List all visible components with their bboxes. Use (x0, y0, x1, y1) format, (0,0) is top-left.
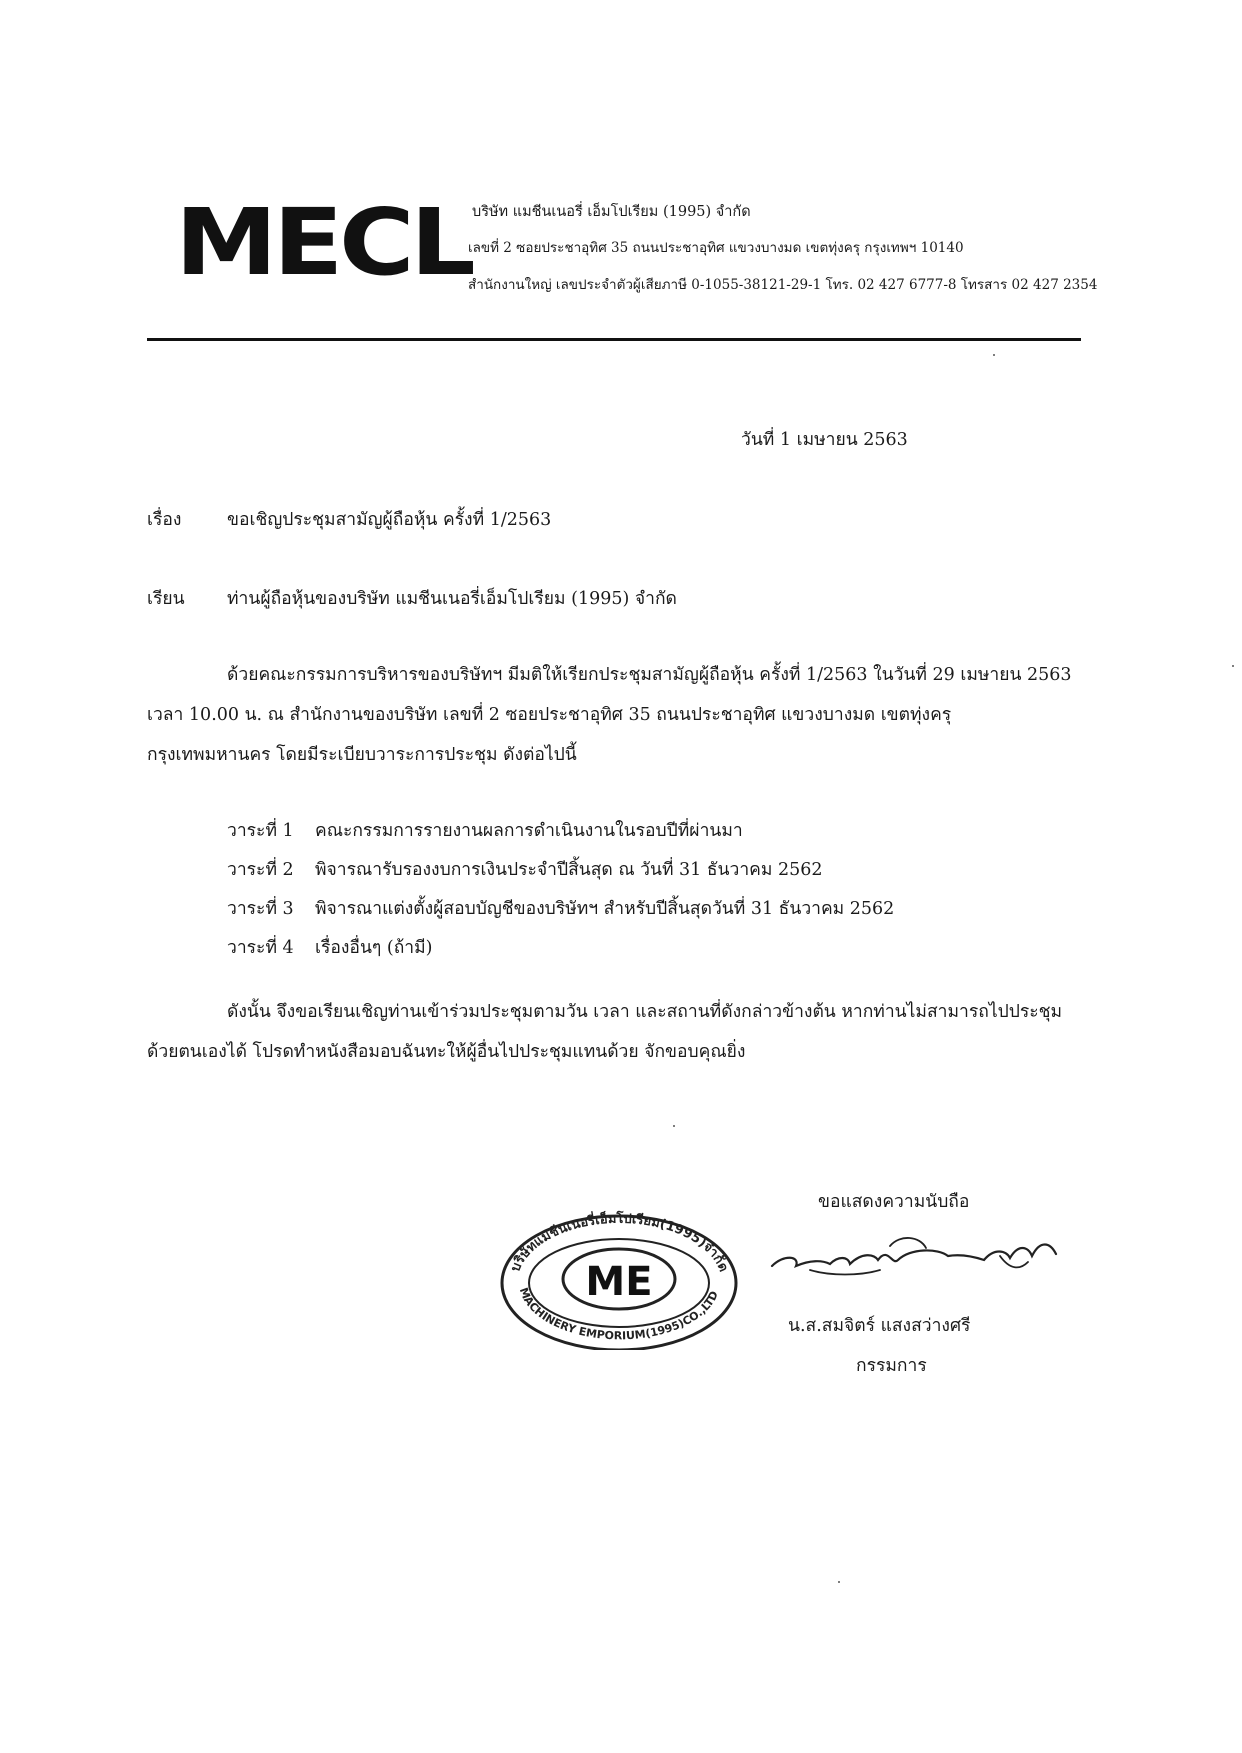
recipient-label: เรียน (147, 589, 185, 609)
signer-name: น.ส.สมจิตร์ แสงสว่างศรี (788, 1316, 971, 1336)
subject-label: เรื่อง (147, 510, 182, 530)
company-seal (497, 1205, 742, 1354)
scan-speck (838, 1581, 840, 1583)
agenda-item-label: วาระที่ 3 (227, 899, 294, 919)
subject-text: ขอเชิญประชุมสามัญผู้ถือหุ้น ครั้งที่ 1/2563 (227, 510, 552, 530)
head-office-info: สำนักงานใหญ่ เลขประจำตัวผู้เสียภาษี 0-1055-38121-29-1 โทร. 02 427 6777-8 โทรสาร 02 427 2354 (468, 277, 1098, 293)
agenda-item-label: วาระที่ 2 (227, 860, 294, 880)
intro-line: เวลา 10.00 น. ณ สำนักงานของบริษัท เลขที่ 2 ซอยประชาอุทิศ 35 ถนนประชาอุทิศ แขวงบางมด เขตทุ่งครุ (147, 705, 952, 725)
company-logo: MECL (175, 189, 472, 296)
scan-speck (673, 1125, 675, 1127)
seal-stamp-graphic (497, 1205, 742, 1350)
signer-title: กรรมการ (856, 1356, 927, 1376)
letter-date: วันที่ 1 เมษายน 2563 (741, 430, 908, 450)
closing-line: ด้วยตนเองได้ โปรดทำหนังสือมอบฉันทะให้ผู้อื่นไปประชุมแทนด้วย จักขอบคุณยิ่ง (147, 1042, 746, 1062)
seal-ring-bottom-text: MACHINERY EMPORIUM(1995)CO.,LTD (516, 1285, 721, 1343)
intro-line: กรุงเทพมหานคร โดยมีระเบียบวาระการประชุม ดังต่อไปนี้ (147, 745, 577, 765)
company-address: เลขที่ 2 ซอยประชาอุทิศ 35 ถนนประชาอุทิศ แขวงบางมด เขตทุ่งครุ กรุงเทพฯ 10140 (468, 240, 964, 256)
agenda-item-text: คณะกรรมการรายงานผลการดำเนินงานในรอบปีที่ผ่านมา (315, 821, 743, 841)
agenda-item-label: วาระที่ 4 (227, 938, 294, 958)
letterhead-divider (147, 338, 1081, 341)
company-name: บริษัท แมชีนเนอรี่ เอ็มโปเรียม (1995) จำกัด (472, 204, 751, 220)
closing-salutation: ขอแสดงความนับถือ (818, 1192, 970, 1212)
scan-speck (1232, 665, 1234, 667)
agenda-item-label: วาระที่ 1 (227, 821, 294, 841)
agenda-item-text: เรื่องอื่นๆ (ถ้ามี) (315, 938, 433, 958)
agenda-item-text: พิจารณาแต่งตั้งผู้สอบบัญชีของบริษัทฯ สำหรับปีสิ้นสุดวันที่ 31 ธันวาคม 2562 (315, 899, 895, 919)
scan-speck (993, 354, 995, 356)
recipient-text: ท่านผู้ถือหุ้นของบริษัท แมชีนเนอรี่เอ็มโปเรียม (1995) จำกัด (227, 589, 677, 609)
handwritten-signature (770, 1226, 1070, 1290)
closing-line: ดังนั้น จึงขอเรียนเชิญท่านเข้าร่วมประชุมตามวัน เวลา และสถานที่ดังกล่าวข้างต้น หากท่านไม่สามารถไปประชุม (227, 1002, 1063, 1022)
seal-center-text: ME (585, 1259, 653, 1305)
agenda-item-text: พิจารณารับรองงบการเงินประจำปีสิ้นสุด ณ วันที่ 31 ธันวาคม 2562 (315, 860, 823, 880)
intro-line: ด้วยคณะกรรมการบริหารของบริษัทฯ มีมติให้เรียกประชุมสามัญผู้ถือหุ้น ครั้งที่ 1/2563 ในวันที่ 29 เมษายน 2563 (227, 665, 1072, 685)
seal-ring-top-text: บริษัทแมชีนเนอรี่เอ็มโปเรียม(1995)จำกัด (508, 1211, 731, 1275)
